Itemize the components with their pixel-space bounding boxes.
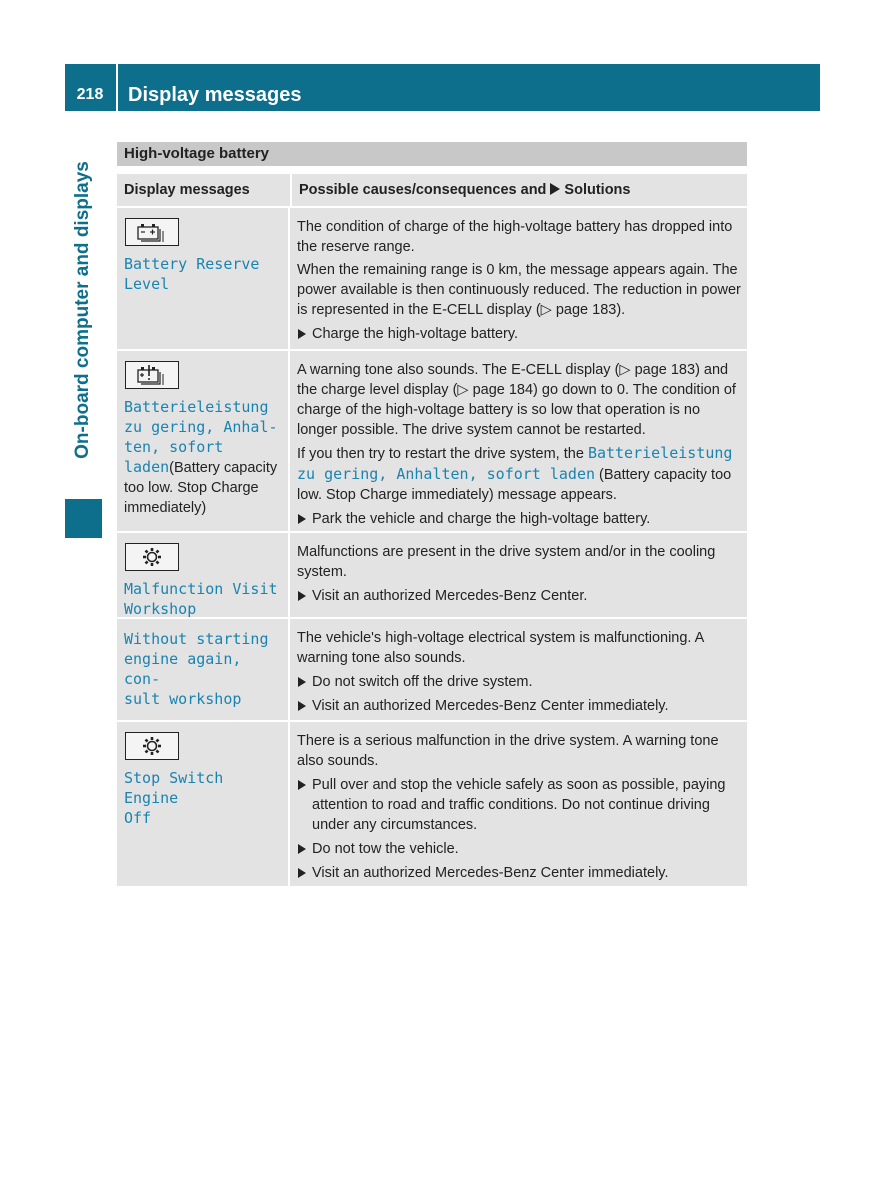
solution-bullet: Do not switch off the drive system. (297, 672, 741, 692)
chapter-side-tab (65, 130, 102, 538)
message-line: Malfunction Visit (124, 580, 278, 598)
causes-cell (290, 619, 747, 720)
display-message-cell (117, 533, 290, 617)
causes-cell (290, 533, 747, 617)
display-message-cell (117, 722, 290, 886)
description-text: The vehicle's high-voltage electrical system is malfunctioning. A warning tone also sounds. (297, 630, 704, 666)
message-line: Off (124, 809, 152, 827)
page-number: 218 (76, 86, 104, 103)
causes-cell (290, 208, 747, 349)
display-message-cell (117, 351, 290, 531)
header-divider (116, 64, 118, 111)
message-line: laden (124, 458, 170, 476)
message-line: Level (124, 275, 170, 293)
solution-bullet: Charge the high-voltage battery. (297, 324, 741, 344)
arrow-right-icon (550, 183, 560, 195)
description-text: There is a serious malfunction in the drive system. A warning tone also sounds. (297, 733, 719, 769)
solution-bullet: Visit an authorized Mercedes-Benz Center immediately. (297, 696, 741, 716)
solution-bullet: Visit an authorized Mercedes-Benz Center immediately. (297, 863, 741, 883)
causes-cell (290, 722, 747, 886)
message-line: Batterieleistung (124, 398, 269, 416)
chapter-marker-block (65, 499, 102, 538)
col-header-display-messages: Display messages (117, 174, 292, 206)
inline-display-message: Batterieleistung zu gering, Anhalten, sofort laden (297, 444, 733, 483)
table-row (117, 722, 747, 886)
description-text: The condition of charge of the high-voltage battery has dropped into the reserve range. (297, 219, 733, 255)
message-line: sult workshop (124, 690, 242, 708)
message-line: Without starting (124, 630, 269, 648)
chapter-label-wrap (65, 130, 102, 490)
description-fragment: (Battery capacity too low. Stop Charge immediately) message appears. (297, 467, 732, 503)
message-line: Battery Reserve (124, 255, 260, 273)
table-header-row (117, 174, 747, 208)
battery-warning-icon (125, 361, 179, 389)
table-row (117, 619, 747, 722)
col-header-solutions-text: Solutions (564, 182, 631, 198)
message-with-note (124, 457, 281, 518)
col-header-causes (292, 174, 747, 206)
display-message-cell (117, 619, 290, 720)
table-row (117, 533, 747, 619)
battery-icon (125, 218, 179, 246)
description-text: When the remaining range is 0 km, the message appears again. The power available is then continuously reduced. The reduction in power is represented in the E-CELL display (▷ page 183). (297, 262, 741, 318)
solution-bullet: Do not tow the vehicle. (297, 839, 741, 859)
table-row (117, 351, 747, 533)
message-line: engine again, con- (124, 650, 242, 688)
description-text (297, 443, 741, 505)
gear-icon (125, 543, 179, 571)
messages-table (117, 174, 747, 886)
page-header (65, 64, 820, 111)
message-translation: (Battery capacity too low. Stop Charge immediately) (124, 460, 278, 516)
section-title: High-voltage battery (124, 145, 270, 162)
table-row (117, 208, 747, 351)
gear-icon (125, 732, 179, 760)
col-header-causes-text: Possible causes/consequences and (299, 182, 547, 198)
message-line: Stop Switch Engine (124, 769, 224, 807)
description-text: A warning tone also sounds. The E-CELL display (▷ page 183) and the charge level display (▷ page 184) go down to 0. The condition of charge of the high-voltage battery is so low that operation is no longer possible. The drive system cannot be restarted. (297, 362, 736, 438)
description-text: Malfunctions are present in the drive system and/or in the cooling system. (297, 544, 716, 580)
solution-bullet: Pull over and stop the vehicle safely as soon as possible, paying attention to road and traffic conditions. Do not continue driving under any circumstances. (297, 775, 741, 835)
message-line: zu gering, Anhal- (124, 418, 278, 436)
section-title-bar (117, 142, 747, 166)
message-line: Workshop (124, 600, 197, 618)
page-title: Display messages (128, 84, 302, 106)
solution-bullet: Visit an authorized Mercedes-Benz Center. (297, 586, 741, 606)
chapter-label: On-board computer and displays (72, 161, 93, 459)
message-line: ten, sofort (124, 438, 224, 456)
display-message-cell (117, 208, 290, 349)
causes-cell (290, 351, 747, 531)
description-fragment: If you then try to restart the drive system, the (297, 446, 584, 462)
solution-bullet: Park the vehicle and charge the high-voltage battery. (297, 509, 741, 529)
